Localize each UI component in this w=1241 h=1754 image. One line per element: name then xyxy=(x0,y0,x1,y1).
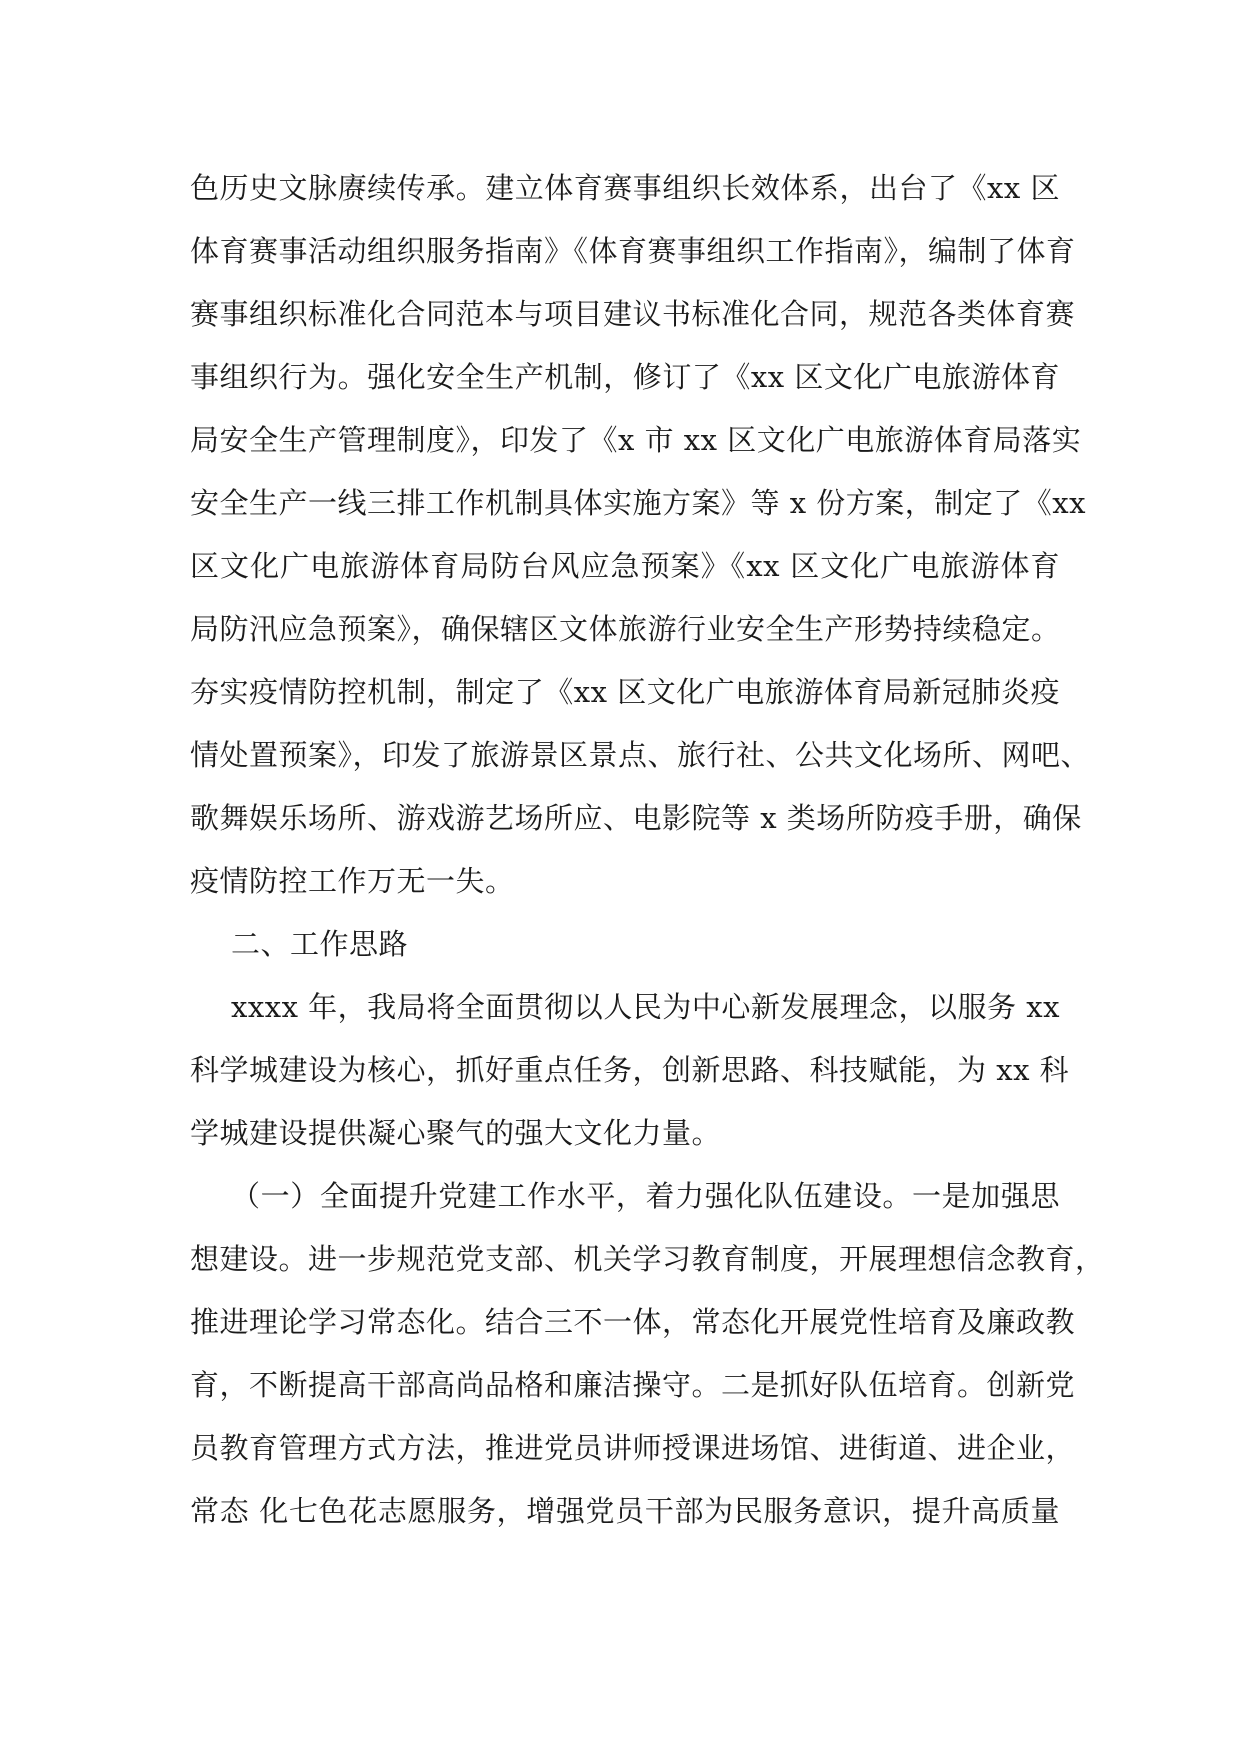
paragraph-line: 员教育管理方式方法，推进党员讲师授课进场馆、进街道、进企业， xyxy=(190,1431,1076,1465)
section-heading: 二、工作思路 xyxy=(231,927,409,961)
paragraph-line: 学城建设提供凝心聚气的强大文化力量。 xyxy=(190,1116,722,1150)
paragraph-line: 疫情防控工作万无一失。 xyxy=(190,864,515,898)
paragraph-line: 事组织行为。强化安全生产机制，修订了《xx 区文化广电旅游体育 xyxy=(190,360,1060,394)
paragraph-line: 局安全生产管理制度》，印发了《x 市 xx 区文化广电旅游体育局落实 xyxy=(190,423,1082,457)
paragraph-line: 歌舞娱乐场所、游戏游艺场所应、电影院等 x 类场所防疫手册，确保 xyxy=(190,801,1082,835)
paragraph-line: 区文化广电旅游体育局防台风应急预案》《xx 区文化广电旅游体育 xyxy=(190,549,1060,583)
body-text xyxy=(190,157,1105,1543)
paragraph-line: 色历史文脉赓续传承。建立体育赛事组织长效体系，出台了《xx 区 xyxy=(190,171,1060,205)
paragraph-line: xxxx 年，我局将全面贯彻以人民为中心新发展理念，以服务 xx xyxy=(231,990,1060,1024)
paragraph-line: 常态 化七色花志愿服务，增强党员干部为民服务意识，提升高质量 xyxy=(190,1494,1060,1528)
paragraph-line: （一）全面提升党建工作水平，着力强化队伍建设。一是加强思 xyxy=(231,1179,1060,1213)
paragraph-line: 想建设。进一步规范党支部、机关学习教育制度，开展理想信念教育， xyxy=(190,1242,1105,1276)
paragraph-line: 安全生产一线三排工作机制具体实施方案》等 x 份方案，制定了《xx xyxy=(190,486,1087,520)
paragraph-line: 体育赛事活动组织服务指南》《体育赛事组织工作指南》，编制了体育 xyxy=(190,234,1076,268)
paragraph-line: 推进理论学习常态化。结合三不一体，常态化开展党性培育及廉政教 xyxy=(190,1305,1076,1339)
paragraph-line: 育，不断提高干部高尚品格和廉洁操守。二是抓好队伍培育。创新党 xyxy=(190,1368,1076,1402)
paragraph-line: 夯实疫情防控机制，制定了《xx 区文化广电旅游体育局新冠肺炎疫 xyxy=(190,675,1060,709)
paragraph-line: 科学城建设为核心，抓好重点任务，创新思路、科技赋能，为 xx 科 xyxy=(190,1053,1070,1087)
paragraph-line: 情处置预案》，印发了旅游景区景点、旅行社、公共文化场所、网吧、 xyxy=(190,738,1091,772)
paragraph-line: 局防汛应急预案》，确保辖区文体旅游行业安全生产形势持续稳定。 xyxy=(190,612,1061,646)
paragraph-line: 赛事组织标准化合同范本与项目建议书标准化合同，规范各类体育赛 xyxy=(190,297,1076,331)
